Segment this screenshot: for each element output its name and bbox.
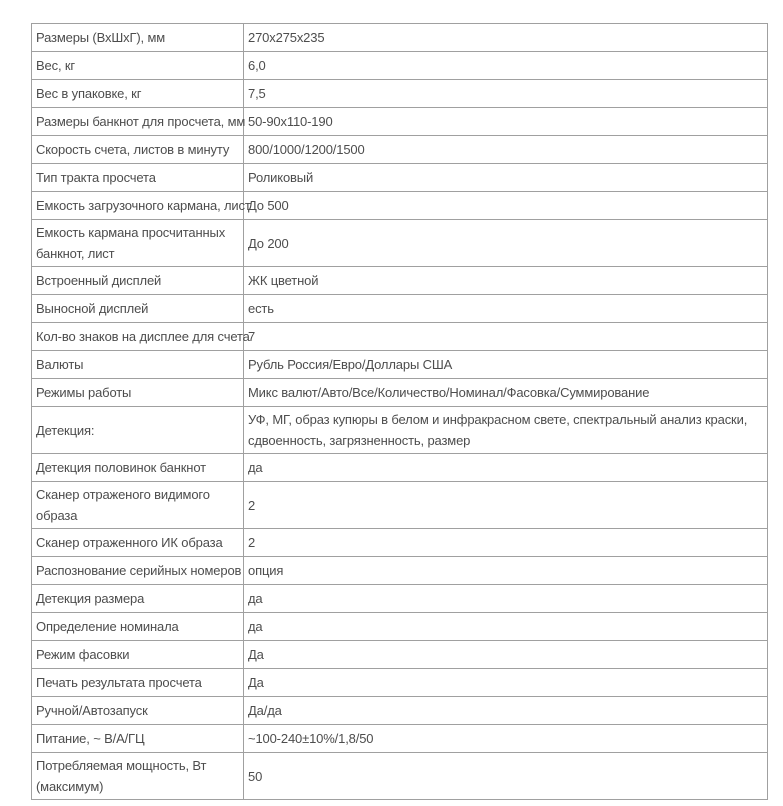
spec-param-value: До 500 bbox=[244, 192, 768, 220]
table-row bbox=[32, 482, 768, 529]
spec-param-label: Питание, ~ В/А/ГЦ bbox=[32, 725, 244, 753]
spec-param-label: Емкость кармана просчитанных банкнот, лист bbox=[32, 220, 244, 267]
spec-param-value: опция bbox=[244, 557, 768, 585]
table-row bbox=[32, 697, 768, 725]
spec-param-label: Ручной/Автозапуск bbox=[32, 697, 244, 725]
spec-table bbox=[31, 23, 768, 800]
table-row bbox=[32, 613, 768, 641]
spec-param-label: Детекция: bbox=[32, 407, 244, 454]
table-row bbox=[32, 108, 768, 136]
spec-param-label: Тип тракта просчета bbox=[32, 164, 244, 192]
table-row bbox=[32, 323, 768, 351]
spec-param-value: Да bbox=[244, 669, 768, 697]
spec-param-value: Да bbox=[244, 641, 768, 669]
table-row bbox=[32, 164, 768, 192]
table-row bbox=[32, 407, 768, 454]
table-row bbox=[32, 136, 768, 164]
spec-param-label: Распознование серийных номеров bbox=[32, 557, 244, 585]
table-row bbox=[32, 192, 768, 220]
spec-param-value: Микс валют/Авто/Все/Количество/Номинал/Фасовка/Суммирование bbox=[244, 379, 768, 407]
table-row bbox=[32, 267, 768, 295]
spec-table-container bbox=[31, 23, 768, 800]
spec-param-value: 50-90x110-190 bbox=[244, 108, 768, 136]
spec-param-value: ~100-240±10%/1,8/50 bbox=[244, 725, 768, 753]
spec-param-label: Режимы работы bbox=[32, 379, 244, 407]
spec-param-value: Да/да bbox=[244, 697, 768, 725]
table-row bbox=[32, 80, 768, 108]
spec-param-value: да bbox=[244, 454, 768, 482]
spec-param-value: есть bbox=[244, 295, 768, 323]
table-row bbox=[32, 379, 768, 407]
spec-param-value: До 200 bbox=[244, 220, 768, 267]
spec-param-label: Сканер отраженого видимого образа bbox=[32, 482, 244, 529]
spec-param-label: Вес в упаковке, кг bbox=[32, 80, 244, 108]
spec-param-label: Детекция размера bbox=[32, 585, 244, 613]
spec-param-label: Кол-во знаков на дисплее для счета bbox=[32, 323, 244, 351]
spec-param-value: 6,0 bbox=[244, 52, 768, 80]
spec-param-label: Встроенный дисплей bbox=[32, 267, 244, 295]
table-row bbox=[32, 753, 768, 800]
spec-param-value: 2 bbox=[244, 482, 768, 529]
spec-param-value: 7 bbox=[244, 323, 768, 351]
spec-param-value: 270x275x235 bbox=[244, 24, 768, 52]
table-row bbox=[32, 669, 768, 697]
table-row bbox=[32, 641, 768, 669]
spec-param-label: Емкость загрузочного кармана, лист bbox=[32, 192, 244, 220]
spec-param-label: Скорость счета, листов в минуту bbox=[32, 136, 244, 164]
spec-param-value: Рубль Россия/Евро/Доллары США bbox=[244, 351, 768, 379]
spec-param-value: ЖК цветной bbox=[244, 267, 768, 295]
table-row bbox=[32, 585, 768, 613]
spec-param-label: Режим фасовки bbox=[32, 641, 244, 669]
spec-param-label: Детекция половинок банкнот bbox=[32, 454, 244, 482]
spec-param-label: Валюты bbox=[32, 351, 244, 379]
spec-param-label: Выносной дисплей bbox=[32, 295, 244, 323]
spec-param-label: Определение номинала bbox=[32, 613, 244, 641]
table-row bbox=[32, 52, 768, 80]
spec-param-value: 7,5 bbox=[244, 80, 768, 108]
spec-param-value: да bbox=[244, 585, 768, 613]
table-row bbox=[32, 454, 768, 482]
spec-param-value: 50 bbox=[244, 753, 768, 800]
spec-param-value: 2 bbox=[244, 529, 768, 557]
table-row bbox=[32, 725, 768, 753]
spec-param-label: Размеры банкнот для просчета, мм bbox=[32, 108, 244, 136]
table-row bbox=[32, 220, 768, 267]
table-row bbox=[32, 529, 768, 557]
table-row bbox=[32, 24, 768, 52]
table-row bbox=[32, 295, 768, 323]
spec-param-label: Вес, кг bbox=[32, 52, 244, 80]
table-row bbox=[32, 351, 768, 379]
spec-param-value: УФ, МГ, образ купюры в белом и инфракрасном свете, спектральный анализ краски, сдвоенность, загрязненность, размер bbox=[244, 407, 768, 454]
spec-param-value: Роликовый bbox=[244, 164, 768, 192]
spec-param-label: Размеры (ВхШхГ), мм bbox=[32, 24, 244, 52]
table-row bbox=[32, 557, 768, 585]
spec-param-value: да bbox=[244, 613, 768, 641]
spec-param-label: Потребляемая мощность, Вт (максимум) bbox=[32, 753, 244, 800]
spec-param-label: Сканер отраженного ИК образа bbox=[32, 529, 244, 557]
spec-param-value: 800/1000/1200/1500 bbox=[244, 136, 768, 164]
spec-param-label: Печать результата просчета bbox=[32, 669, 244, 697]
